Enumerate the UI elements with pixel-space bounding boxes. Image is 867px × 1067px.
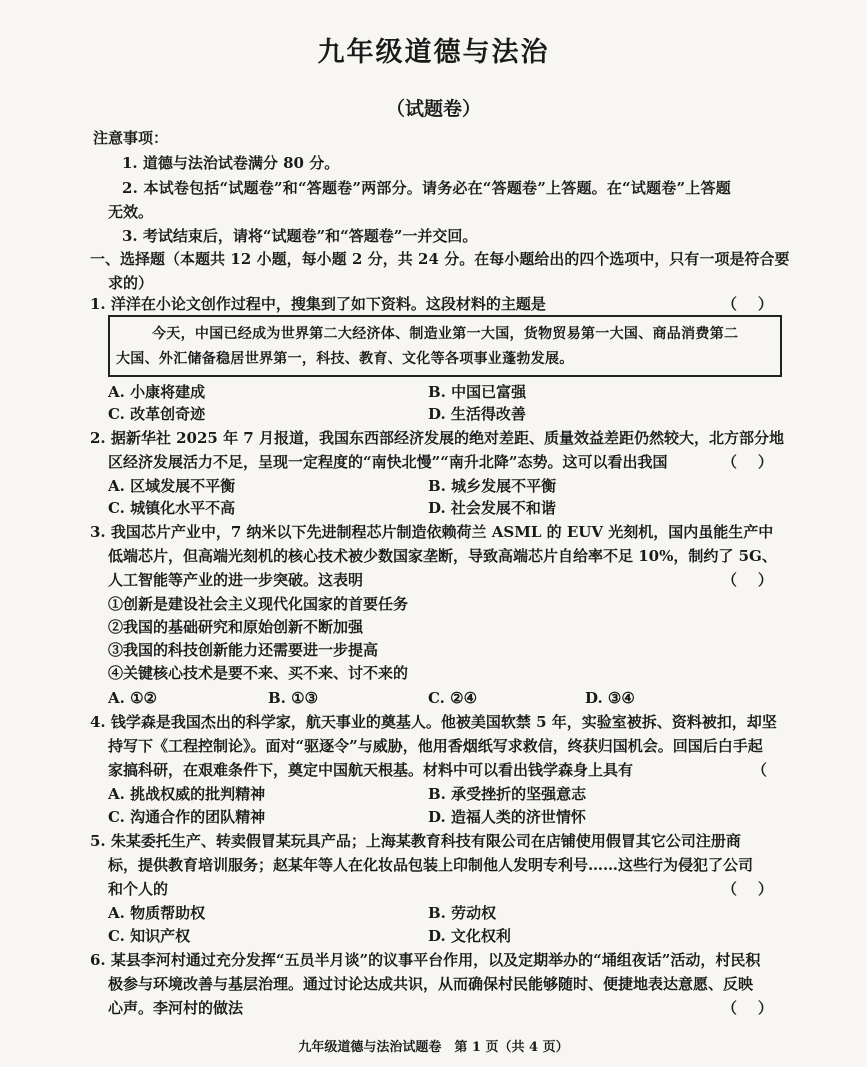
q4-option-b: B. 承受挫折的坚强意志 bbox=[428, 785, 587, 803]
q1-answer-paren: （ ） bbox=[722, 295, 773, 313]
q4-option-a: A. 挑战权威的批判精神 bbox=[108, 785, 266, 803]
q2-answer-paren: （ ） bbox=[722, 453, 773, 471]
q3-option-b: B. ①③ bbox=[268, 689, 319, 707]
q4-answer-paren: （ bbox=[752, 761, 768, 779]
q4-option-c: C. 沟通合作的团队精神 bbox=[108, 808, 266, 826]
q3-statement-4: ④关键核心技术是要不来、买不来、讨不来的 bbox=[108, 664, 409, 682]
q2-line1: 2. 据新华社 2025 年 7 月报道，我国东西部经济发展的绝对差距、质量效益差距仍然较大，北方部分地 bbox=[90, 429, 784, 447]
q4-line2: 持写下《工程控制论》。面对“驱逐令”与威胁，他用香烟纸写求救信，终获归国机会。回国后白手起 bbox=[108, 737, 763, 755]
q1-option-a: A. 小康将建成 bbox=[108, 383, 206, 401]
q5-line2: 标，提供教育培训服务；赵某年等人在化妆品包装上印制他人发明专利号……这些行为侵犯了公司 bbox=[108, 856, 754, 874]
notice-item-1: 1. 道德与法治试卷满分 80 分。 bbox=[122, 154, 340, 172]
q3-statement-1: ①创新是建设社会主义现代化国家的首要任务 bbox=[108, 595, 409, 613]
notice-item-2: 2. 本试卷包括“试题卷”和“答题卷”两部分。请务必在“答题卷”上答题。在“试题卷”上答题 bbox=[122, 179, 731, 197]
q3-line1: 3. 我国芯片产业中，7 纳米以下先进制程芯片制造依赖荷兰 ASML 的 EUV 光刻机，国内虽能生产中 bbox=[90, 523, 774, 541]
q3-statement-3: ③我国的科技创新能力还需要进一步提高 bbox=[108, 641, 379, 659]
q3-statement-2: ②我国的基础研究和原始创新不断加强 bbox=[108, 618, 364, 636]
q1-material-line1: 今天，中国已经成为世界第二大经济体、制造业第一大国，货物贸易第一大国、商品消费第二 bbox=[152, 326, 739, 342]
section-heading-line1: 一、选择题（本题共 12 小题，每小题 2 分，共 24 分。在每小题给出的四个选项中，只有一项是符合要 bbox=[90, 250, 790, 268]
q3-line3: 人工智能等产业的进一步突破。这表明 bbox=[108, 571, 364, 589]
q1-option-d: D. 生活得改善 bbox=[428, 405, 526, 423]
q2-option-b: B. 城乡发展不平衡 bbox=[428, 477, 557, 495]
q5-option-b: B. 劳动权 bbox=[428, 904, 497, 922]
q4-line1: 4. 钱学森是我国杰出的科学家，航天事业的奠基人。他被美国软禁 5 年，实验室被拆、资料被扣，却坚 bbox=[90, 713, 777, 731]
q2-option-a: A. 区域发展不平衡 bbox=[108, 477, 236, 495]
page-title: 九年级道德与法治 bbox=[317, 37, 550, 68]
q5-option-d: D. 文化权利 bbox=[428, 927, 511, 945]
q6-line2: 极参与环境改善与基层治理。通过讨论达成共识，从而确保村民能够随时、便捷地表达意愿、反映 bbox=[108, 975, 754, 993]
q4-option-d: D. 造福人类的济世情怀 bbox=[428, 808, 586, 826]
notice-item-3: 3. 考试结束后，请将“试题卷”和“答题卷”一并交回。 bbox=[122, 227, 478, 245]
q1-material-box bbox=[108, 315, 782, 377]
notice-heading: 注意事项： bbox=[93, 129, 169, 147]
page-subtitle: （试题卷） bbox=[385, 98, 481, 120]
page-footer: 九年级道德与法治试题卷 第 1 页（共 4 页） bbox=[298, 1040, 569, 1055]
q3-line2: 低端芯片，但高端光刻机的核心技术被少数国家垄断，导致高端芯片自给率不足 10%，制约了 5G、 bbox=[108, 547, 777, 565]
q5-line3: 和个人的 bbox=[108, 880, 169, 898]
q1-option-c: C. 改革创奇迹 bbox=[108, 405, 206, 423]
q2-option-c: C. 城镇化水平不高 bbox=[108, 499, 236, 517]
q3-option-a: A. ①② bbox=[108, 689, 157, 707]
q1-option-b: B. 中国已富强 bbox=[428, 383, 527, 401]
q4-line3: 家搞科研，在艰难条件下，奠定中国航天根基。材料中可以看出钱学森身上具有 bbox=[108, 761, 634, 779]
q2-option-d: D. 社会发展不和谐 bbox=[428, 499, 556, 517]
q1-material-line2: 大国、外汇储备稳居世界第一，科技、教育、文化等各项事业蓬勃发展。 bbox=[116, 351, 574, 367]
q5-option-a: A. 物质帮助权 bbox=[108, 904, 206, 922]
q5-answer-paren: （ ） bbox=[722, 880, 773, 898]
q6-line1: 6. 某县李河村通过充分发挥“五员半月谈”的议事平台作用，以及定期举办的“埇组夜话”活动，村民积 bbox=[90, 951, 761, 969]
q5-line1: 5. 朱某委托生产、转卖假冒某玩具产品；上海某教育科技有限公司在店铺使用假冒其它公司注册商 bbox=[90, 832, 741, 850]
q2-line2: 区经济发展活力不足，呈现一定程度的“南快北慢”“南升北降”态势。这可以看出我国 bbox=[108, 453, 668, 471]
q1-stem: 1. 洋洋在小论文创作过程中，搜集到了如下资料。这段材料的主题是 bbox=[90, 295, 546, 313]
section-heading-line2: 求的） bbox=[108, 274, 154, 292]
q6-line3: 心声。李河村的做法 bbox=[108, 999, 244, 1017]
q6-answer-paren: （ ） bbox=[722, 999, 773, 1017]
q5-option-c: C. 知识产权 bbox=[108, 927, 191, 945]
q3-answer-paren: （ ） bbox=[722, 571, 773, 589]
q3-option-c: C. ②④ bbox=[428, 689, 478, 707]
notice-item-2-cont: 无效。 bbox=[108, 203, 154, 221]
q3-option-d: D. ③④ bbox=[585, 689, 635, 707]
